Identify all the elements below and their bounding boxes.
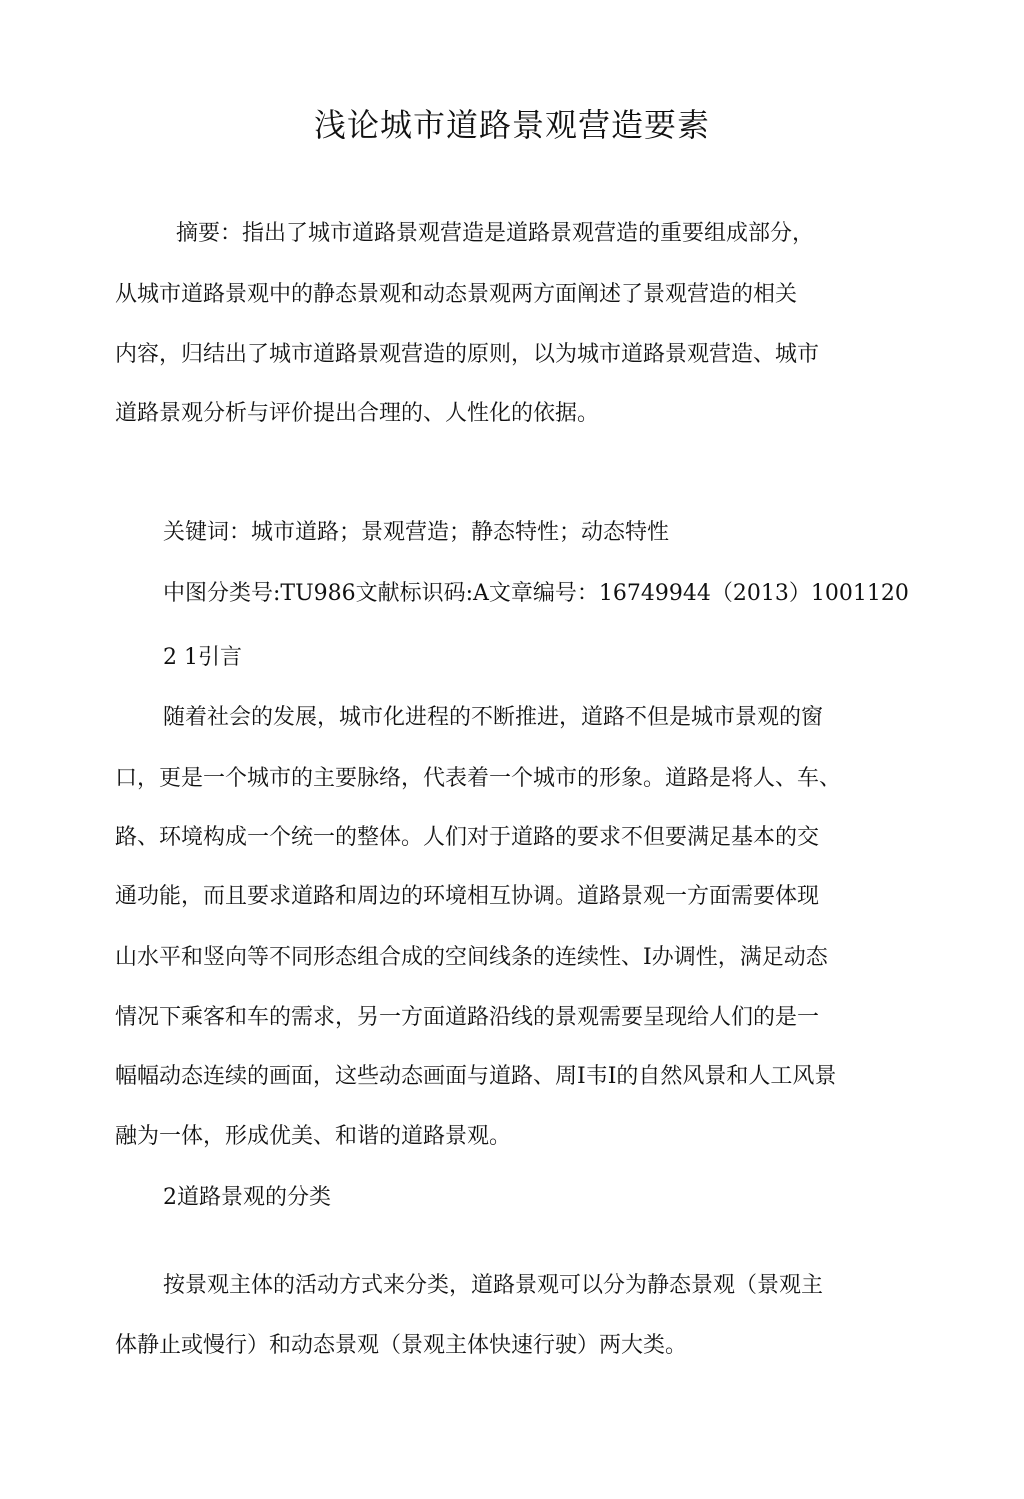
abstract-line: 道路景观分析与评价提出合理的、人性化的依据。 (115, 401, 600, 426)
page-title: 浅论城市道路景观营造要素 (313, 106, 710, 144)
abstract-line: 内容，归结出了城市道路景观营造的原则，以为城市道路景观营造、城市 (115, 342, 820, 367)
paragraph-line: 融为一体，形成优美、和谐的道路景观。 (115, 1124, 512, 1149)
section-heading: 2道路景观的分类 (163, 1185, 331, 1210)
classification-line: 中图分类号:TU986文献标识码:A文章编号：16749944（2013）1001120 (163, 581, 909, 606)
paragraph-line: 幅幅动态连续的画面，这些动态画面与道路、周I韦I的自然风景和人工风景 (115, 1064, 837, 1089)
abstract-line: 从城市道路景观中的静态景观和动态景观两方面阐述了景观营造的相关 (115, 282, 798, 307)
keywords-line: 关键词：城市道路；景观营造；静态特性；动态特性 (163, 520, 670, 545)
paragraph-line: 山水平和竖向等不同形态组合成的空间线条的连续性、I办调性，满足动态 (115, 945, 828, 970)
paragraph-line: 按景观主体的活动方式来分类，道路景观可以分为静态景观（景观主 (163, 1273, 824, 1298)
paragraph-line: 体静止或慢行）和动态景观（景观主体快速行驶）两大类。 (115, 1333, 688, 1358)
paragraph-line: 通功能，而且要求道路和周边的环境相互协调。道路景观一方面需要体现 (115, 884, 820, 909)
abstract-line: 摘要：指出了城市道路景观营造是道路景观营造的重要组成部分， (176, 221, 815, 246)
paragraph-line: 路、环境构成一个统一的整体。人们对于道路的要求不但要满足基本的交 (115, 825, 820, 850)
paragraph-line: 口，更是一个城市的主要脉络，代表着一个城市的形象。道路是将人、车、 (115, 766, 842, 791)
paragraph-line: 随着社会的发展，城市化进程的不断推进，道路不但是城市景观的窗 (163, 705, 824, 730)
section-heading: 2 1引言 (163, 645, 242, 670)
paragraph-line: 情况下乘客和车的需求，另一方面道路沿线的景观需要呈现给人们的是一 (115, 1005, 820, 1030)
